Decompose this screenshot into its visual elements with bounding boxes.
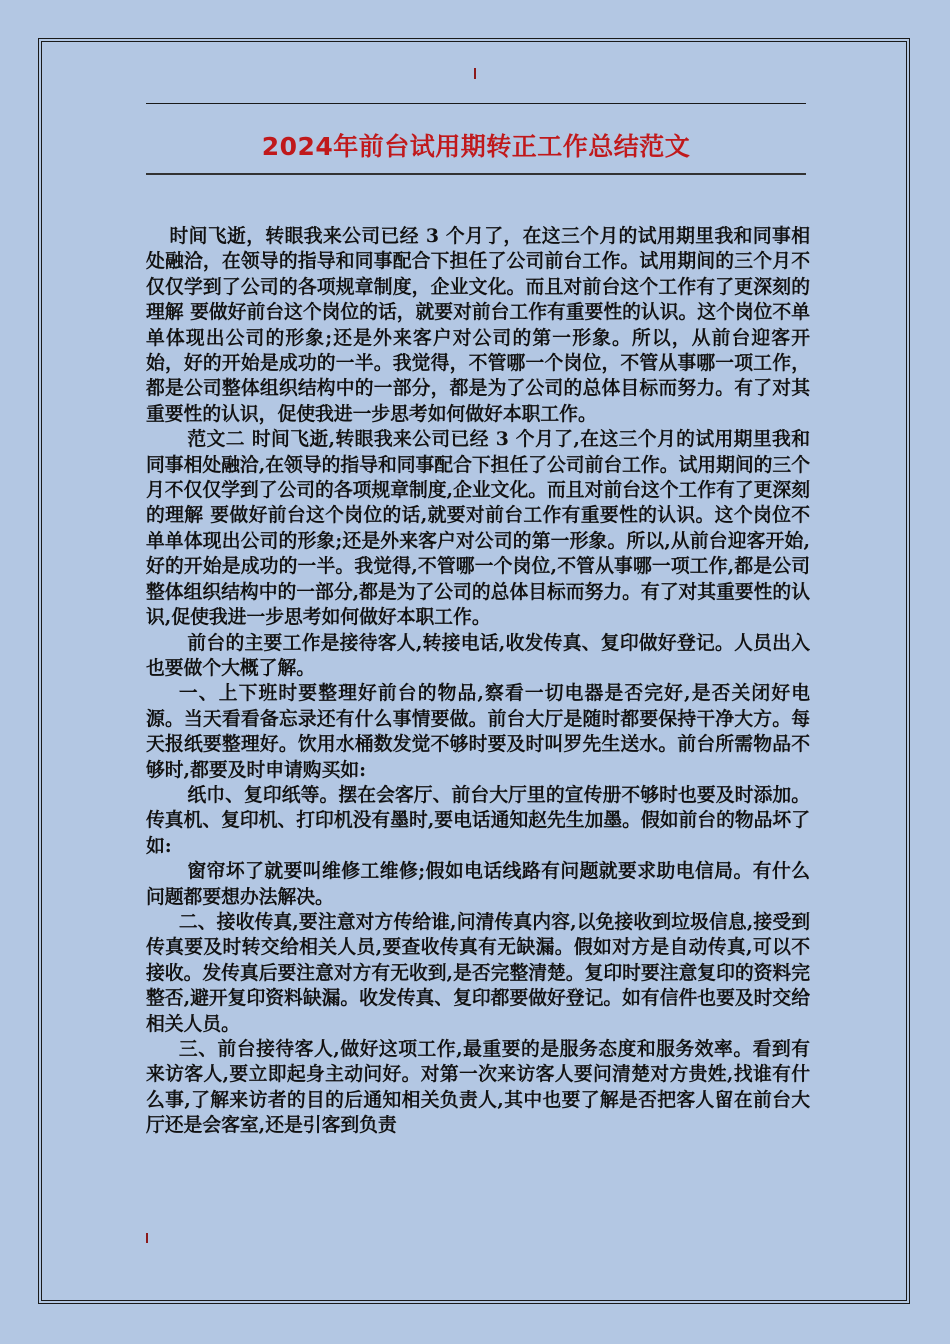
paragraph-6: 窗帘坏了就要叫维修工维修;假如电话线路有问题就要求助电信局。有什么问题都要想办法解决。 (146, 860, 810, 908)
document-body (146, 224, 810, 1139)
header-mark (474, 68, 476, 79)
document-title: 2024年前台试用期转正工作总结范文 (261, 132, 691, 161)
paragraph-8: 三、前台接待客人,做好这项工作,最重要的是服务态度和服务效率。看到有来访客人,要立即起身主动问好。对第一次来访客人要问清楚对方贵姓,找谁有什么事,了解来访者的目的后通知相关负责人,其中也要了解是否把客人留在前台大厅还是会客室,还是引客到负责 (146, 1038, 810, 1137)
paragraph-1: 时间飞逝，转眼我来公司已经 3 个月了，在这三个月的试用期里我和同事相处融洽，在领导的指导和同事配合下担任了公司前台工作。试用期间的三个月不仅仅学到了公司的各项规章制度，企业文化。而且对前台这个工作有了更深刻的理解 要做好前台这个岗位的话，就要对前台工作有重要性的认识。这个岗位不单单体现出公司的形象;还是外来客户对公司的第一形象。所以，从前台迎客开始，好的开始是成功的一半。我觉得，不管哪一个岗位，不管从事哪一项工作，都是公司整体组织结构中的一部分，都是为了公司的总体目标而努力。有了对其重要性的认识，促使我进一步思考如何做好本职工作。 (146, 225, 810, 425)
paragraph-7: 二、接收传真,要注意对方传给谁,问清传真内容,以免接收到垃圾信息,接受到传真要及时转交给相关人员,要查收传真有无缺漏。假如对方是自动传真,可以不接收。发传真后要注意对方有无收到,是否完整清楚。复印时要注意复印的资料完整否,避开复印资料缺漏。收发传真、复印都要做好登记。如有信件也要及时交给相关人员。 (146, 910, 810, 1035)
paragraph-4: 一、上下班时要整理好前台的物品,察看一切电器是否完好,是否关闭好电源。当天看看备忘录还有什么事情要做。前台大厅是随时都要保持干净大方。每天报纸要整理好。饮用水桶数发觉不够时要及时叫罗先生送水。前台所需物品不够时,都要及时申请购买如: (146, 682, 810, 781)
paragraph-5: 纸巾、复印纸等。摆在会客厅、前台大厅里的宣传册不够时也要及时添加。传真机、复印机、打印机没有墨时,要电话通知赵先生加墨。假如前台的物品坏了如: (146, 783, 810, 857)
header-rule (146, 103, 806, 104)
paragraph-3: 前台的主要工作是接待客人,转接电话,收发传真、复印做好登记。人员出入也要做个大概了解。 (146, 631, 810, 679)
footer-mark (146, 1233, 148, 1243)
title-rule (146, 173, 806, 175)
paragraph-2: 范文二 时间飞逝,转眼我来公司已经 3 个月了,在这三个月的试用期里我和同事相处融洽,在领导的指导和同事配合下担任了公司前台工作。试用期间的三个月不仅仅学到了公司的各项规章制度,企业文化。而且对前台这个工作有了更深刻的理解 要做好前台这个岗位的话,就要对前台工作有重要性的认识。这个岗位不单单体现出公司的形象;还是外来客户对公司的第一形象。所以,从前台迎客开始,好的开始是成功的一半。我觉得,不管哪一个岗位,不管从事哪一项工作,都是公司整体组织结构中的一部分,都是为了公司的总体目标而努力。有了对其重要性的认识,促使我进一步思考如何做好本职工作。 (146, 428, 810, 629)
